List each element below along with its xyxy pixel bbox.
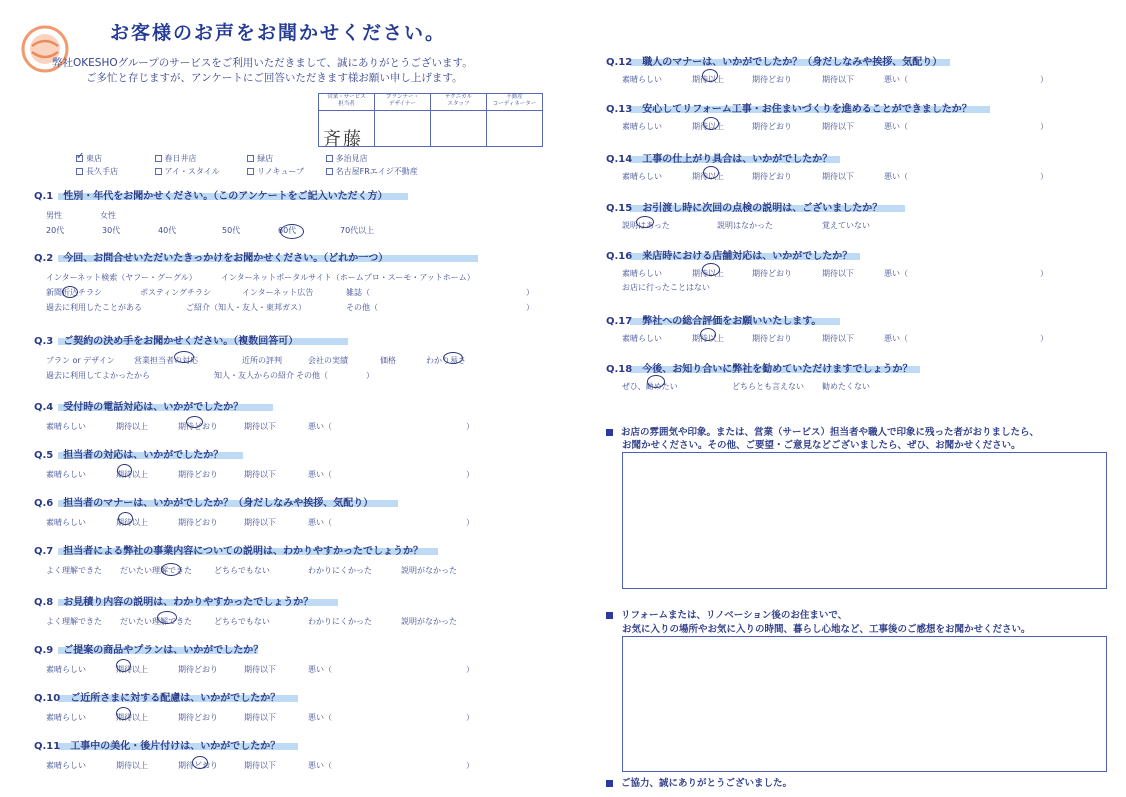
staff-cell-realestate[interactable] [487, 111, 543, 147]
right-q5-option[interactable]: 期待以下 [822, 334, 854, 343]
right-q2-option[interactable]: ） [1040, 172, 1048, 181]
left-q4-option[interactable]: 期待以上 [116, 470, 148, 479]
left-q0-option[interactable]: 70代以上 [340, 226, 375, 235]
right-q1-option[interactable]: 素晴らしい [622, 122, 662, 131]
right-q0-question: Q.12 職人のマナーは、いかがでしたか？（身だしなみや挨拶、気配り） [606, 57, 943, 68]
answer-circle-mark [116, 659, 131, 672]
left-q4-option[interactable]: 期待以下 [244, 470, 276, 479]
left-q4-option[interactable]: 悪い（ [308, 470, 332, 479]
right-q6-option[interactable]: 勧めたくない [822, 382, 870, 391]
answer-circle-mark [703, 166, 719, 179]
left-q10-option[interactable]: ） [466, 761, 474, 770]
intro-line-1: 弊社OKESHOグループのサービスをご利用いただきまして、誠にありがとうございます。 [52, 57, 473, 69]
right-q5-option[interactable]: 素晴らしい [622, 334, 662, 343]
left-q5-option[interactable]: 素晴らしい [46, 518, 86, 527]
store-row-1 [76, 153, 368, 164]
left-q9-option[interactable]: 素晴らしい [46, 713, 86, 722]
left-q1-option[interactable]: その他（ [346, 303, 378, 312]
comment2-line-1: リフォームまたは、リノベーション後のお住まいで、 [621, 610, 848, 621]
left-q2-option[interactable]: 営業担当者の対応 [134, 356, 198, 365]
left-q2-option[interactable]: 過去に利用してよかったから [46, 371, 150, 380]
left-q0-option[interactable]: 60代 [278, 226, 297, 235]
right-q1-question: Q.13 安心してリフォーム工事・お住まいづくりを進めることができましたか？ [606, 104, 972, 115]
comment1-heading [606, 424, 1039, 438]
answer-circle-mark [702, 69, 718, 82]
right-q1-option[interactable]: 期待以下 [822, 122, 854, 131]
left-q2-option[interactable]: 近所の評判 [242, 356, 282, 365]
left-q1-option[interactable]: インターネットポータルサイト（ホームプロ・スーモ・アットホーム） [221, 273, 475, 282]
right-q1-option[interactable]: 期待どおり [752, 122, 792, 131]
answer-circle-mark [192, 756, 208, 769]
left-q6-question: Q.7 担当者による弊社の事業内容についての説明は、わかりやすかったでしょうか？ [34, 546, 424, 557]
store-checkbox-kasugai[interactable] [155, 155, 162, 162]
right-q2-question: Q.14 工事の仕上がり具合は、いかがでしたか？ [606, 154, 833, 165]
left-q4-option[interactable]: 期待どおり [178, 470, 218, 479]
left-q6-option[interactable]: どちらでもない [214, 566, 270, 575]
answer-circle-mark [62, 286, 78, 298]
left-q3-question: Q.4 受付時の電話対応は、いかがでしたか？ [34, 402, 244, 413]
closing-text: ご協力、誠にありがとうございました。 [621, 778, 793, 789]
left-q0-option[interactable]: 40代 [158, 226, 177, 235]
comment1-textbox[interactable] [622, 452, 1107, 589]
left-q8-question: Q.9 ご提案の商品やプランは、いかがでしたか？ [34, 645, 264, 656]
staff-cell-planner[interactable] [375, 111, 431, 147]
right-q4-question: Q.16 来店時における店舗対応は、いかがでしたか？ [606, 251, 853, 262]
right-q0-option[interactable]: 期待どおり [752, 75, 792, 84]
store-checkbox-nagakute[interactable] [76, 168, 83, 175]
answer-circle-mark [186, 416, 203, 428]
comment2-textbox[interactable] [622, 636, 1107, 772]
left-q10-option[interactable]: 期待どおり [178, 761, 218, 770]
left-q5-option[interactable]: ） [466, 518, 474, 527]
left-q9-option[interactable]: ） [466, 713, 474, 722]
right-q1-option[interactable]: ） [1040, 122, 1048, 131]
left-q8-option[interactable]: 素晴らしい [46, 665, 86, 674]
right-q2-option[interactable]: 悪い（ [884, 172, 908, 181]
left-q0-option[interactable]: 女性 [100, 211, 116, 220]
left-q3-option[interactable]: 素晴らしい [46, 422, 86, 431]
right-q4-option[interactable]: 期待以上 [692, 269, 724, 278]
answer-circle-mark [117, 464, 132, 477]
left-q0-option[interactable]: 30代 [102, 226, 121, 235]
left-q7-option[interactable]: どちらでもない [214, 617, 270, 626]
left-q6-option[interactable]: よく理解できた [46, 566, 102, 575]
left-q7-option[interactable]: だいたい理解できた [120, 617, 192, 626]
answer-circle-mark [443, 352, 463, 364]
left-q6-option[interactable]: 説明がなかった [401, 566, 457, 575]
left-q10-option[interactable]: 素晴らしい [46, 761, 86, 770]
answer-circle-mark [174, 351, 194, 363]
store-label-higashi: 東店 [86, 154, 102, 163]
left-q4-option[interactable]: 素晴らしい [46, 470, 86, 479]
answer-circle-mark [161, 563, 181, 576]
store-checkbox-istyle[interactable] [155, 168, 162, 175]
right-q6-question: Q.18 今後、お知り合いに弊社を勧めていただけますでしょうか？ [606, 364, 913, 375]
left-q8-option[interactable]: 期待以下 [244, 665, 276, 674]
left-q2-option[interactable]: ） [366, 371, 374, 380]
left-q7-option[interactable]: よく理解できた [46, 617, 102, 626]
store-label-renocube: リノキューブ [257, 167, 305, 176]
left-q1-option[interactable]: ） [526, 303, 534, 312]
answer-circle-mark [702, 263, 720, 276]
left-q3-option[interactable]: 悪い（ [308, 422, 332, 431]
left-q1-option[interactable]: インターネット検索（ヤフー・グーグル） [46, 273, 197, 282]
store-checkbox-tajimi[interactable] [326, 155, 333, 162]
left-q5-option[interactable]: 期待どおり [178, 518, 218, 527]
right-q5-option[interactable]: 期待どおり [752, 334, 792, 343]
store-checkbox-fr-age[interactable] [326, 168, 333, 175]
page-title: お客様のお声をお聞かせください。 [110, 22, 447, 44]
right-q3-question: Q.15 お引渡し時に次回の点検の説明は、ございましたか？ [606, 203, 883, 214]
left-q9-question: Q.10 ご近所さまに対する配慮は、いかがでしたか？ [34, 693, 281, 704]
intro-line-2: ご多忙と存じますが、アンケートにご回答いただきます様お願い申し上げます。 [86, 72, 463, 84]
right-q2-option[interactable]: 期待以上 [692, 172, 724, 181]
left-q1-question: Q.2 今回、お問合せいただいたきっかけをお聞かせください。（どれか一つ） [34, 253, 389, 264]
left-q1-option[interactable]: 新聞折込チラシ [46, 288, 102, 297]
comment1-line-2: お聞かせください。その他、ご要望・ご意見などございましたら、ぜひ、お聞かせください。 [622, 440, 1021, 451]
right-q0-option[interactable]: 悪い（ [884, 75, 908, 84]
left-q1-option[interactable]: 雑誌（ [346, 288, 370, 297]
right-q2-option[interactable]: 素晴らしい [622, 172, 662, 181]
left-q9-option[interactable]: 期待以上 [116, 713, 148, 722]
right-q2-option[interactable]: 期待どおり [752, 172, 792, 181]
left-q4-question: Q.5 担当者の対応は、いかがでしたか？ [34, 450, 224, 461]
left-q4-option[interactable]: ） [466, 470, 474, 479]
left-q3-option[interactable]: 期待以上 [116, 422, 148, 431]
left-q9-option[interactable]: 悪い（ [308, 713, 332, 722]
answer-circle-mark [116, 707, 131, 720]
right-q5-question: Q.17 弊社への総合評価をお願いいたします。 [606, 316, 822, 327]
staff-signature: 斉藤 [323, 129, 363, 150]
answer-circle-mark [636, 216, 654, 228]
answer-circle-mark [118, 512, 133, 525]
left-q3-option[interactable]: 期待どおり [178, 422, 218, 431]
left-q7-option[interactable]: 説明がなかった [401, 617, 457, 626]
left-q0-option[interactable]: 50代 [222, 226, 241, 235]
left-q3-option[interactable]: 期待以下 [244, 422, 276, 431]
store-label-midori: 緑店 [257, 154, 274, 163]
store-row-2 [76, 166, 418, 177]
left-q8-option[interactable]: 期待どおり [178, 665, 218, 674]
left-q8-option[interactable]: 期待以上 [116, 665, 148, 674]
left-q9-option[interactable]: 期待以下 [244, 713, 276, 722]
comment2-heading [606, 607, 847, 621]
left-q1-option[interactable]: インターネット広告 [242, 288, 314, 297]
right-q6-option[interactable]: ぜひ、勧めたい [622, 382, 678, 391]
left-q5-option[interactable]: 期待以下 [244, 518, 276, 527]
right-q4-option[interactable]: 期待以下 [822, 269, 854, 278]
right-q5-option[interactable]: 期待以上 [692, 334, 724, 343]
answer-circle-mark [700, 328, 716, 341]
left-q2-option[interactable]: 価格 [380, 356, 396, 365]
right-q1-option[interactable]: 悪い（ [884, 122, 908, 131]
left-q1-option[interactable]: 過去に利用したことがある [46, 303, 142, 312]
left-q1-option[interactable]: ポスティングチラシ [140, 288, 212, 297]
left-q5-question: Q.6 担当者のマナーは、いかがでしたか？（身だしなみや挨拶、気配り） [34, 498, 374, 509]
store-label-istyle: アイ・スタイル [164, 167, 220, 176]
store-label-nagakute: 長久手店 [86, 167, 118, 176]
right-q0-option[interactable]: ） [1040, 75, 1048, 84]
right-q5-option[interactable]: 悪い（ [884, 334, 908, 343]
left-q2-option[interactable]: プラン or デザイン [46, 356, 115, 365]
right-q2-option[interactable]: 期待以下 [822, 172, 854, 181]
answer-circle-mark [157, 611, 177, 624]
staff-header-planner: プランナー・ デザイナー [375, 94, 431, 111]
right-q5-option[interactable]: ） [1040, 334, 1048, 343]
left-q1-option[interactable]: ） [526, 288, 534, 297]
answer-circle-mark [703, 117, 719, 130]
staff-header-technical: テクニカル スタッフ [431, 94, 487, 111]
store-label-fr-age: 名古屋FRエイジ不動産 [335, 167, 418, 176]
answer-circle-mark [280, 224, 304, 239]
left-q9-option[interactable]: 期待どおり [178, 713, 218, 722]
store-checkbox-renocube[interactable] [247, 168, 254, 175]
left-q7-option[interactable]: わかりにくかった [308, 617, 372, 626]
left-q6-option[interactable]: わかりにくかった [308, 566, 372, 575]
right-q4-option[interactable]: ） [1040, 269, 1048, 278]
answer-circle-mark [647, 375, 665, 388]
right-q0-option[interactable]: 期待以下 [822, 75, 854, 84]
left-q10-question: Q.11 工事中の美化・後片付けは、いかがでしたか？ [34, 741, 281, 752]
comment1-line-1: お店の雰囲気や印象。または、営業（サービス）担当者や職人で印象に残った者がおりましたら、 [621, 427, 1040, 438]
left-q1-option[interactable]: ご紹介（知人・友人・東邦ガス） [186, 303, 306, 312]
left-q2-option[interactable]: その他（ [296, 371, 328, 380]
left-q8-option[interactable]: ） [466, 665, 474, 674]
right-q4-option[interactable]: お店に行ったことはない [622, 283, 710, 292]
left-q2-option[interactable]: わかり易さ [426, 356, 466, 365]
store-label-tajimi: 多治見店 [335, 154, 368, 163]
right-q3-option[interactable]: 覚えていない [822, 221, 870, 230]
right-q3-option[interactable]: 説明はなかった [717, 221, 773, 230]
store-label-kasugai: 春日井店 [164, 154, 197, 163]
store-checkbox-higashi[interactable]: ✓ [76, 151, 85, 162]
store-checkbox-midori[interactable] [247, 155, 254, 162]
left-q2-option[interactable]: 会社の実績 [308, 356, 348, 365]
right-q4-option[interactable]: 悪い（ [884, 269, 908, 278]
left-q0-option[interactable]: 男性 [46, 211, 62, 220]
left-q2-question: Q.3 ご契約の決め手をお聞かせください。（複数回答可） [34, 336, 299, 347]
left-q10-option[interactable]: 悪い（ [308, 761, 332, 770]
staff-header-sales: 営業・サービス 担当者 [319, 94, 375, 111]
right-q4-option[interactable]: 期待どおり [752, 269, 792, 278]
left-q0-question: Q.1 性別・年代をお聞かせください。（このアンケートをご記入いただく方） [34, 191, 388, 202]
left-q3-option[interactable]: ） [466, 422, 474, 431]
left-q2-option[interactable]: 知人・友人からの紹介 [214, 371, 294, 380]
left-q6-option[interactable]: だいたい理解できた [120, 566, 192, 575]
left-q8-option[interactable]: 悪い（ [308, 665, 332, 674]
right-q3-option[interactable]: 説明はあった [622, 221, 670, 230]
left-q7-question: Q.8 お見積り内容の説明は、わかりやすかったでしょうか？ [34, 597, 314, 608]
left-q10-option[interactable]: 期待以上 [116, 761, 148, 770]
right-q1-option[interactable]: 期待以上 [692, 122, 724, 131]
left-q10-option[interactable]: 期待以下 [244, 761, 276, 770]
right-q6-option[interactable]: どちらとも言えない [732, 382, 804, 391]
left-q0-option[interactable]: 20代 [46, 226, 65, 235]
staff-header-realestate: 不動産 コーディネーター [487, 94, 543, 111]
staff-cell-technical[interactable] [431, 111, 487, 147]
right-q4-option[interactable]: 素晴らしい [622, 269, 662, 278]
right-q0-option[interactable]: 期待以上 [692, 75, 724, 84]
left-q5-option[interactable]: 期待以上 [116, 518, 148, 527]
right-q0-option[interactable]: 素晴らしい [622, 75, 662, 84]
closing-line [606, 775, 792, 789]
comment2-line-2: お気に入りの場所やお気に入りの時間、暮らし心地など、工事後のご感想をお聞かせください。 [622, 624, 1031, 635]
left-q5-option[interactable]: 悪い（ [308, 518, 332, 527]
